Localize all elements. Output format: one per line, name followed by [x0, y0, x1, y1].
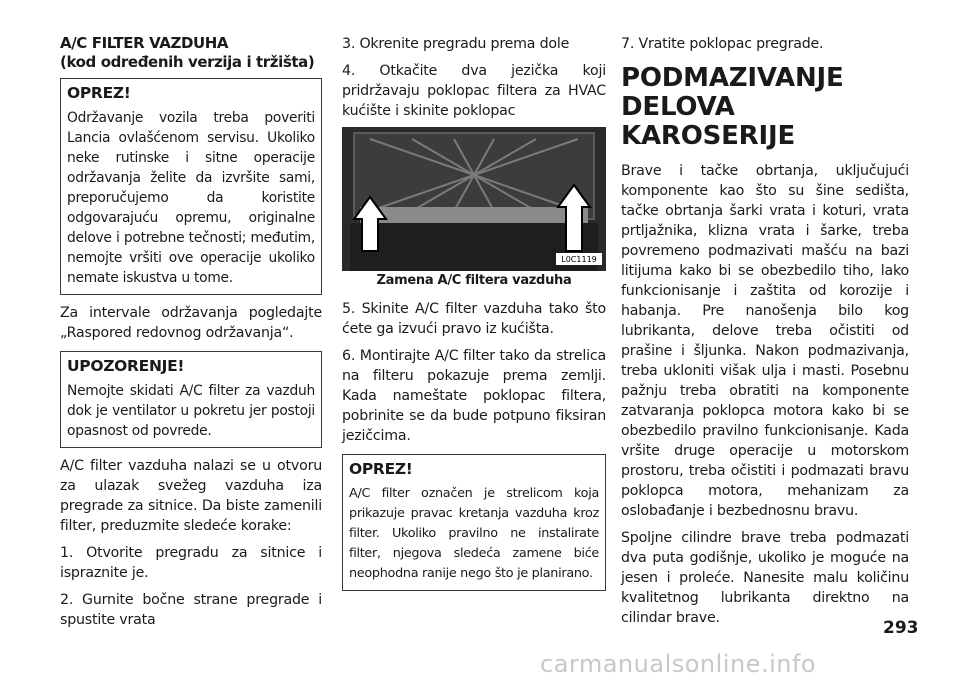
caution-title-2: OPREZ!	[349, 460, 413, 478]
warning-box	[60, 351, 322, 448]
section-title: A/C FILTER VAZDUHA	[60, 34, 229, 52]
step-2: 2. Gurnite bočne strane pregrade i spustite vrata	[60, 592, 322, 628]
section-subtitle: (kod određenih verzija i tržišta)	[60, 53, 315, 71]
page-number: 293	[883, 618, 919, 638]
watermark: carmanualsonline.info	[540, 650, 817, 678]
left-column	[60, 34, 322, 630]
middle-column	[342, 34, 606, 599]
step-3: 3. Okrenite pregradu prema dole	[342, 36, 570, 52]
intervals-text: Za intervale održavanja pogledajte „Raspored redovnog održavanja“.	[60, 305, 322, 341]
figure-code: L0C1119	[561, 255, 597, 264]
filter-photo	[342, 127, 606, 271]
warning-text: Nemojte skidati A/C filter za vazduh dok je ventilator u pokretu jer postoji opasnost od povrede.	[67, 383, 315, 439]
caution-text-2: A/C filter označen je strelicom koja prikazuje pravac kretanja vazduha kroz filter. Ukoliko pravilno ne instalirate filter, njegova sledeća zamene biće neophodna ranije nego što je planirano.	[349, 486, 599, 581]
warning-title: UPOZORENJE!	[67, 357, 185, 375]
step-1: 1. Otvorite pregradu za sitnice i ispraznite je.	[60, 545, 322, 581]
step-6: 6. Montirajte A/C filter tako da strelica na filteru pokazuje prema zemlji. Kada nameštate poklopac filtera, pobrinite se da bude potpuno fiksiran jezičcima.	[342, 348, 606, 444]
caution-title: OPREZ!	[67, 84, 131, 102]
location-text: A/C filter vazduha nalazi se u otvoru za ulazak svežeg vazduha iza pregrade za sitnice. Da biste zamenili filter, preduzmite sledeće korake:	[60, 458, 322, 534]
step-7: 7. Vratite poklopac pregrade.	[621, 36, 824, 52]
lubrication-para-1: Brave i tačke obrtanja, uključujući komponente kao što su šine sedišta, tačke obrtanja šarki vrata i koturi, vrata prtljažnika, klizna vrata i šarke, treba povremeno podmazivati mašću na bazi litijuma kako bi se obezbedilo tiho, lako funkcionisanje i zaštita od korozije i habanja. Pre nanošenja bilo kog lubrikanta, delove treba očistiti od prašine i šljunka. Nakon podmazivanja, treba ukloniti višak ulja i masti. Posebnu pažnju treba obratiti na komponente zatvaranja poklopca motora kako bi se obezbedilo pravilno funkcionisanje. Kada vršite druge operacije u motorskom prostoru, treba očistiti i podmazati bravu poklopca motora, mehanizam za oslobađanje i bezbednosnu bravu.	[621, 163, 909, 519]
caution-text: Održavanje vozila treba poveriti Lancia ovlašćenom servisu. Ukoliko neke rutinske i sitne operacije održavanja želite da izvršite sami, preporučujemo da koristite odgovarajuću opremu, originalne delove i potrebne tečnosti; međutim, nemojte vršiti ove operacije ukoliko nemate iskustva u tome.	[67, 110, 315, 286]
lubrication-para-2: Spoljne cilindre brave treba podmazati dva puta godišnje, ukoliko je moguće na jesen i proleće. Nanesite malu količinu kvalitetnog lubrikanta direktno na cilindar brave.	[621, 530, 909, 626]
filter-illustration	[342, 127, 606, 271]
lubrication-heading: PODMAZIVANJE DELOVA KAROSERIJE	[621, 63, 844, 151]
caution-box	[60, 78, 322, 295]
caution-box-2	[342, 454, 606, 591]
step-4: 4. Otkačite dva jezička koji pridržavaju poklopac filtera za HVAC kućište i skinite poklopac	[342, 63, 606, 119]
figure-caption: Zamena A/C filtera vazduha	[376, 273, 572, 288]
right-column	[621, 34, 909, 628]
step-5: 5. Skinite A/C filter vazduha tako što ćete ga izvući pravo iz kućišta.	[342, 301, 606, 337]
